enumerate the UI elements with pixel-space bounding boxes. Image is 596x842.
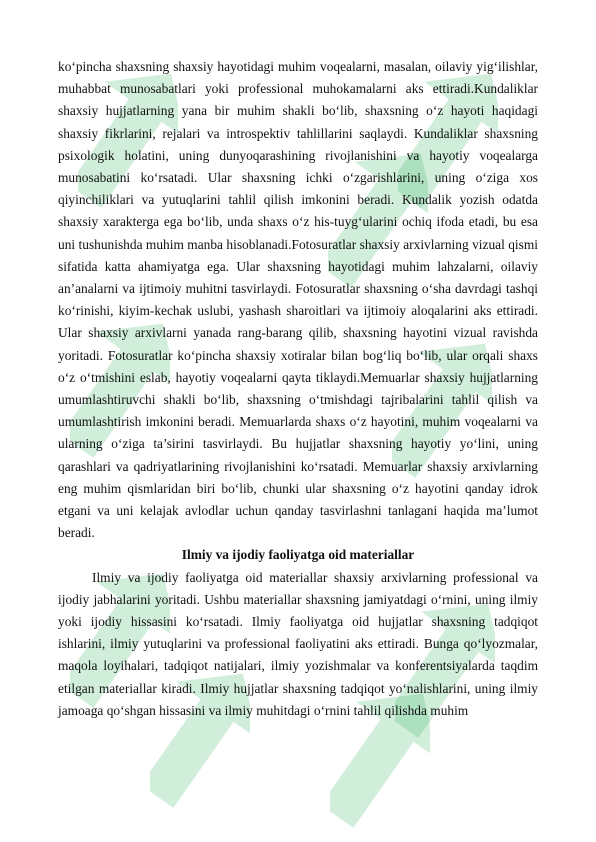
section-heading: Ilmiy va ijodiy faoliyatga oid materiallar xyxy=(181,547,415,563)
paragraph-personal-documents: ko‘pincha shaxsning shaxsiy hayotidagi muhim voqealarni, masalan, oilaviy yig‘ilishlar, muhabbat munosabatlari yoki professional muhokamalarni aks ettiradi.Kundaliklar shaxsiy hujjatlarning yana bir muhim shakli bo‘lib, shaxsning o‘z hayoti haqidagi shaxsiy fikrlarini, rejalari va introspektiv tahlillarini saqlaydi. Kundaliklar shaxsning psixologik holatini, uning dunyoqarashining rivojlanishini va hayotiy voqealarga munosabatini ko‘rsatadi. Ular shaxsning ichki o‘zgarishlarini, uning o‘ziga xos qiyinchiliklari va yutuqlarini tahlil qilish imkonini beradi. Kundalik yozish odatda shaxsiy xarakterga ega bo‘lib, unda shaxs o‘z his-tuyg‘ularini ochiq ifoda etadi, bu esa uni tushunishda muhim manba hisoblanadi.Fotosuratlar shaxsiy arxivlarning vizual qismi sifatida katta ahamiyatga ega. Ular shaxsning hayotidagi muhim lahzalarni, oilaviy an’analarni va ijtimoiy muhitni tasvirlaydi. Fotosuratlar shaxsning o‘sha davrdagi tashqi ko‘rinishi, kiyim-kechak uslubi, yashash sharoitlari va ijtimoiy aloqalarini aks ettiradi. Ular shaxsiy arxivlarni yanada rang-barang qilib, shaxsning hayotini vizual ravishda yoritadi. Fotosuratlar ko‘pincha shaxsiy xotiralar bilan bog‘liq bo‘lib, ular orqali shaxs o‘z o‘tmishini eslab, hayotiy voqealarni qayta tiklaydi.Memuarlar shaxsiy hujjatlarning umumlashtiruvchi shakli bo‘lib, shaxsning o‘tmishdagi tajribalarini tahlil qilish va umumlashtirish imkonini beradi. Memuarlarda shaxs o‘z hayotini, muhim voqealarni va ularning o‘ziga ta’sirini tasvirlaydi. Bu hujjatlar shaxsning hayotiy yo‘lini, uning qarashlari va qadriyatlarining rivojlanishini ko‘rsatadi. Memuarlar shaxsiy arxivlarning eng muhim qismlaridan biri bo‘lib, chunki ular shaxsning o‘z hayotini qanday idrok etgani va uni kelajak avlodlar uchun qanday tasvirlashni tanlagani haqida ma’lumot beradi. xyxy=(58,59,538,541)
paragraph-scientific-materials: Ilmiy va ijodiy faoliyatga oid materiallar shaxsiy arxivlarning professional va ijodiy jabhalarini yoritadi. Ushbu materiallar shaxsning jamiyatdagi o‘rnini, uning ilmiy yoki ijodiy hissasini ko‘rsatadi. Ilmiy faoliyatga oid hujjatlar shaxsning tadqiqot ishlarini, ilmiy yutuqlarini va professional faoliyatini aks ettiradi. Bunga qo‘lyozmalar, maqola loyihalari, tadqiqot natijalari, ilmiy yozishmalar va konferentsiyalarda taqdim etilgan materiallar kiradi. Ilmiy hujjatlar shaxsning tadqiqot yo‘nalishlarini, uning ilmiy jamoaga qo‘shgan hissasini va ilmiy muhitdagi o‘rnini tahlil qilishda muhim xyxy=(58,569,538,718)
document-body xyxy=(58,56,538,722)
